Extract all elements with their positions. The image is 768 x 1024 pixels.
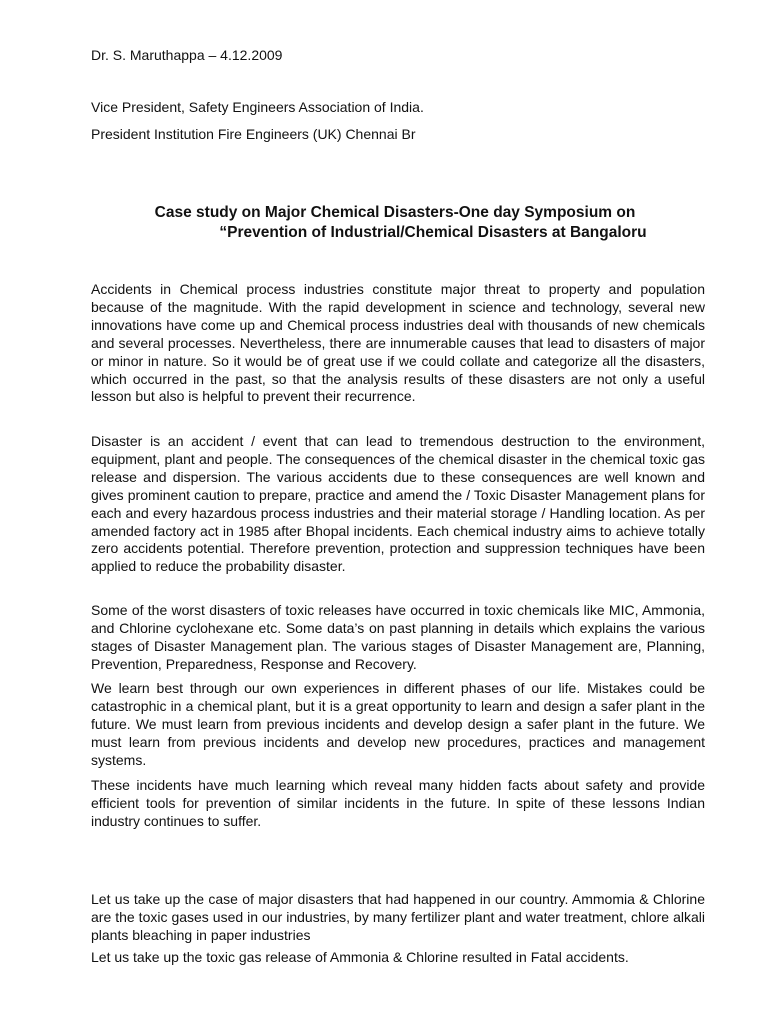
author-role-1: Vice President, Safety Engineers Association of India. xyxy=(91,99,424,115)
paragraph-intro: Accidents in Chemical process industries constitute major threat to property and population because of the magnitude. With the rapid development in science and technology, several new innovations have come up and Chemical process industries deal with thousands of new chemicals and several processes. Nevertheless, there are innumerable causes that lead to disasters of major or minor in nature. So it would be of great use if we could collate and categorize all the disasters, which occurred in the past, so that the analysis results of these disasters are not only a useful lesson but also is helpful to prevent their recurrence. xyxy=(91,281,705,405)
paragraph-worst-disasters: Some of the worst disasters of toxic releases have occurred in toxic chemicals like MIC, Ammonia, and Chlorine cyclohexane etc. Some data’s on past planning in details which explains the various stages of Disaster Management plan. The various stages of Disaster Management are, Planning, Prevention, Preparedness, Response and Recovery. xyxy=(91,602,705,672)
document-title-line-1: Case study on Major Chemical Disasters-One day Symposium on xyxy=(154,204,636,221)
paragraph-toxic-release: Let us take up the toxic gas release of Ammonia & Chlorine resulted in Fatal accidents. xyxy=(91,949,629,965)
paragraph-learning: We learn best through our own experiences in different phases of our life. Mistakes could be catastrophic in a chemical plant, but it is a great opportunity to learn and design a safer plant in the future. We must learn from previous incidents and develop design a safer plant in the future. We must learn from previous incidents and develop new procedures, practices and management systems. xyxy=(91,680,705,768)
document-title-line-2: “Prevention of Industrial/Chemical Disasters at Bangaloru xyxy=(219,224,647,241)
author-date: Dr. S. Maruthappa – 4.12.2009 xyxy=(91,47,283,63)
paragraph-incidents: These incidents have much learning which reveal many hidden facts about safety and provide efficient tools for prevention of similar incidents in the future. In spite of these lessons Indian industry continues to suffer. xyxy=(91,777,705,829)
author-role-2: President Institution Fire Engineers (UK) Chennai Br xyxy=(91,126,416,142)
paragraph-disaster-definition: Disaster is an accident / event that can lead to tremendous destruction to the environment, equipment, plant and people. The consequences of the chemical disaster in the chemical toxic gas release and dispersion. The various accidents due to these consequences are well known and gives prominent caution to prepare, practice and amend the / Toxic Disaster Management plans for each and every hazardous process industries and their material storage / Handling location. As per amended factory act in 1985 after Bhopal incidents. Each chemical industry aims to achieve totally zero accidents potential. Therefore prevention, protection and suppression techniques have been applied to reduce the probability disaster. xyxy=(91,433,705,575)
paragraph-major-disasters: Let us take up the case of major disasters that had happened in our country. Ammomia & Chlorine are the toxic gases used in our industries, by many fertilizer plant and water treatment, chlore alkali plants bleaching in paper industries xyxy=(91,891,705,943)
